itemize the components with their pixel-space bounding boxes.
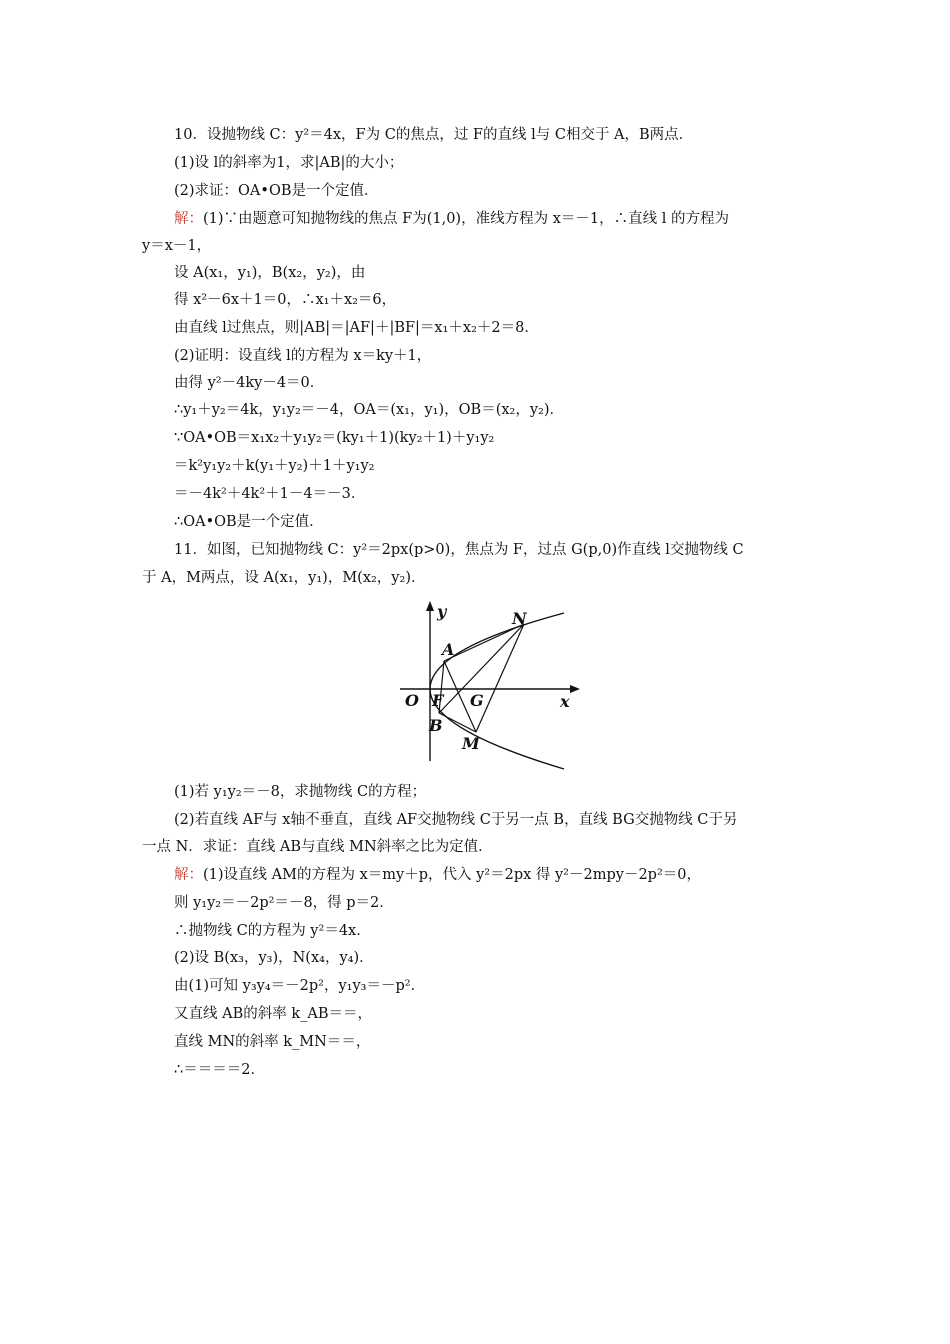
- label-B: B: [429, 716, 443, 735]
- problem-10-solution-line-6: (2)证明：设直线 l的方程为 x＝ky＋1，: [174, 348, 432, 364]
- label-M: M: [462, 734, 480, 753]
- parabola-figure: [398, 597, 588, 775]
- problem-11-solution-line-1: 解：(1)设直线 AM的方程为 x＝my＋p，代入 y²＝2px 得 y²－2mpy－2p²＝0，: [174, 867, 701, 883]
- solution-label: 解：: [174, 211, 203, 227]
- problem-10-solution-line-8: ∴y₁＋y₂＝4k，y₁y₂＝－4，OA＝(x₁，y₁)，OB＝(x₂，y₂)．: [174, 402, 564, 418]
- label-N: N: [512, 609, 527, 628]
- problem-10-solution-line-11: ＝－4k²＋4k²＋1－4＝－3．: [174, 486, 366, 502]
- problem-10-part1: (1)设 l的斜率为1，求|AB|的大小；: [174, 155, 404, 171]
- solution-label: 解：: [174, 867, 203, 883]
- problem-11-part2-line-2: 一点 N．求证：直线 AB与直线 MN斜率之比为定值．: [142, 839, 493, 855]
- y-axis-arrow-icon: [426, 601, 434, 611]
- line-BM: [439, 713, 476, 732]
- problem-11-statement-line-2: 于 A，M两点，设 A(x₁，y₁)，M(x₂，y₂)．: [142, 570, 426, 586]
- problem-11-solution-line-8: ∴＝＝＝＝2．: [174, 1062, 265, 1078]
- problem-10-solution-line-12: ∴OA•OB是一个定值．: [174, 514, 324, 530]
- problem-11-statement-line-1: 11．如图，已知抛物线 C：y²＝2px(p>0)，焦点为 F，过点 G(p,0)作直线 l交抛物线 C: [174, 542, 744, 558]
- label-x: x: [560, 692, 570, 711]
- problem-10-solution-line-2: y＝x－1，: [142, 238, 212, 254]
- problem-10-solution-line-1: 解：(1)∵由题意可知抛物线的焦点 F为(1,0)，准线方程为 x＝－1，∴直线 l 的方程为: [174, 211, 729, 227]
- problem-10-solution-line-4: 得 x²－6x＋1＝0，∴x₁＋x₂＝6，: [174, 292, 397, 308]
- x-axis-arrow-icon: [570, 685, 580, 693]
- problem-11-part1: (1)若 y₁y₂＝－8，求抛物线 C的方程；: [174, 784, 427, 800]
- problem-11-solution-line-6: 又直线 AB的斜率 k_AB＝＝，: [174, 1006, 373, 1022]
- problem-10-part2: (2)求证：OA•OB是一个定值．: [174, 183, 379, 199]
- label-F: F: [432, 691, 444, 710]
- problem-10-statement: 10．设抛物线 C：y²＝4x，F为 C的焦点，过 F的直线 l与 C相交于 A，B两点．: [174, 127, 694, 143]
- label-A: A: [442, 640, 455, 659]
- problem-10-solution-line-7: 由得 y²－4ky－4＝0．: [174, 375, 325, 391]
- problem-11-part2-line-1: (2)若直线 AF与 x轴不垂直，直线 AF交抛物线 C于另一点 B，直线 BG交抛物线 C于另: [174, 812, 738, 828]
- line-AN: [444, 624, 524, 661]
- problem-11-solution-line-7: 直线 MN的斜率 k_MN＝＝，: [174, 1034, 371, 1050]
- problem-10-solution-line-9: ∵OA•OB＝x₁x₂＋y₁y₂＝(ky₁＋1)(ky₂＋1)＋y₁y₂: [174, 430, 495, 446]
- problem-10-solution-line-10: ＝k²y₁y₂＋k(y₁＋y₂)＋1＋y₁y₂: [174, 458, 375, 474]
- problem-11-solution-line-5: 由(1)可知 y₃y₄＝－2p²，y₁y₃＝－p²．: [174, 978, 426, 994]
- problem-10-solution-line-5: 由直线 l过焦点，则|AB|＝|AF|＋|BF|＝x₁＋x₂＋2＝8．: [174, 320, 539, 336]
- label-O: O: [405, 691, 419, 710]
- label-G: G: [470, 691, 484, 710]
- problem-11-solution-line-3: ∴抛物线 C的方程为 y²＝4x．: [174, 923, 371, 939]
- problem-10-solution-line-3: 设 A(x₁，y₁)，B(x₂，y₂)，由: [174, 265, 366, 281]
- label-y: y: [437, 602, 447, 621]
- problem-11-solution-line-2: 则 y₁y₂＝－2p²＝－8，得 p＝2．: [174, 895, 394, 911]
- problem-11-solution-line-4: (2)设 B(x₃，y₃)，N(x₄，y₄)．: [174, 950, 374, 966]
